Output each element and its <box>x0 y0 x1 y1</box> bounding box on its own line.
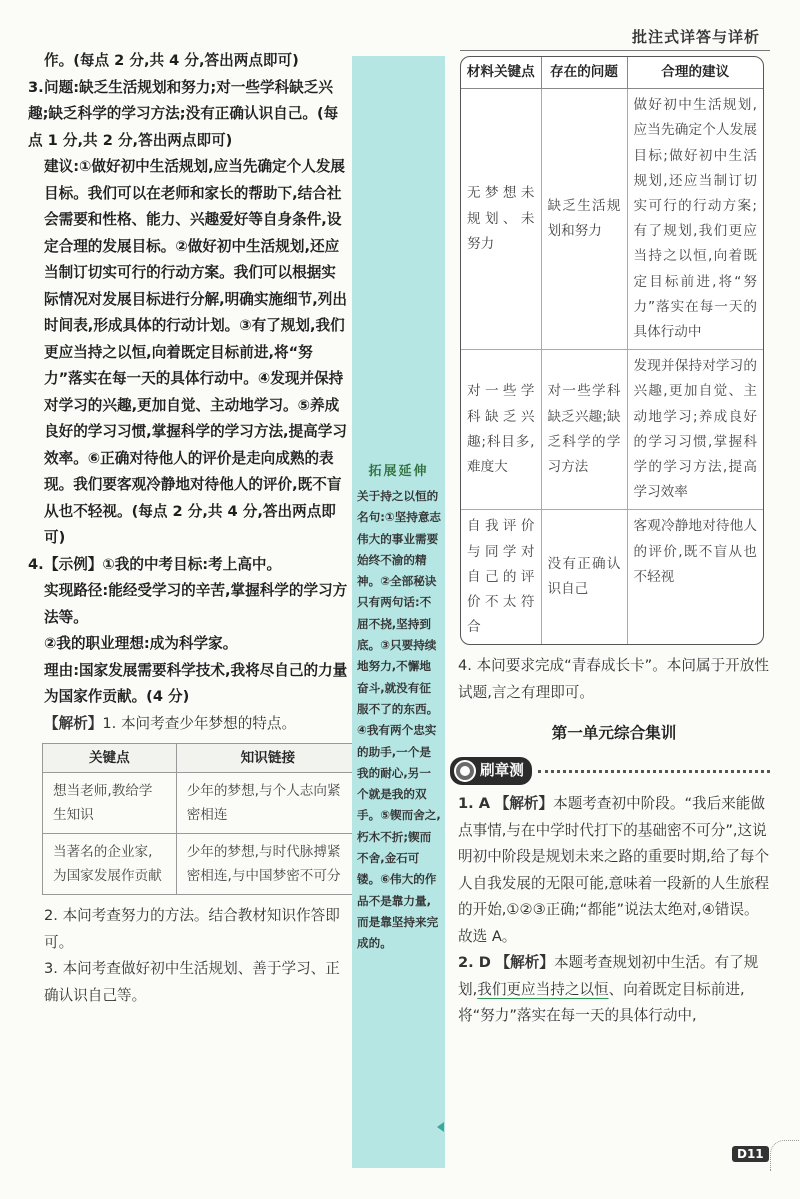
table-cell: 缺乏生活规划和努力 <box>541 89 627 350</box>
answer-1-text: 本题考查初中阶段。“我后来能做点事情,与在中学时代打下的基础密不可分”,这说明初中阶段是规划未来之路的重要时期,给了每个人自我发展的无限可能,意味着一段新的人生旅程的开始,①②③正确;“都能”说法太绝对,④错误。故选 A。 <box>458 795 770 945</box>
analysis-1 <box>28 711 350 738</box>
answer-2-text-1: 本题考查规划初中生活。有了规划, <box>458 954 759 998</box>
sidebar-title: 拓展延伸 <box>368 464 429 479</box>
table-header: 存在的问题 <box>541 57 627 89</box>
dotted-rule <box>538 770 770 773</box>
answer-2 <box>458 950 770 1030</box>
page-number: D11 <box>732 1146 769 1162</box>
note-4: 4. 本问要求完成“青春成长卡”。本问属于开放性试题,言之有理即可。 <box>458 657 769 701</box>
section-title: 第一单元综合集训 <box>551 724 677 743</box>
table-header: 关键点 <box>43 744 177 773</box>
badge-icon <box>454 760 476 782</box>
answer-2-number: 2. D <box>458 954 491 972</box>
analysis-2: 2. 本问考查努力的方法。结合教材知识作答即可。 <box>44 907 340 951</box>
material-table <box>461 57 763 644</box>
answer-2-text-2: 、向着既定目标前进,将“努力”落实在每一天的具体行动中, <box>458 980 745 1025</box>
chapter-test-badge <box>450 757 532 786</box>
table-row <box>461 350 763 510</box>
q4-example <box>28 552 350 579</box>
sidebar-arrow-icon <box>437 1122 444 1132</box>
answer-1 <box>458 791 770 950</box>
q3-number: 3. <box>28 78 44 96</box>
analysis-1-text: 1. 本问考查少年梦想的特点。 <box>102 714 297 732</box>
table-header: 知识链接 <box>176 744 359 773</box>
answer-2-underline-2: 持之以恒 <box>550 980 609 998</box>
table-cell: 客观冷静地对待他人的评价,既不盲从也不轻视 <box>627 510 763 645</box>
table-cell: 对一些学科缺乏兴趣;缺乏科学的学习方法 <box>541 350 627 510</box>
chapter-test-label: 刷章测 <box>480 761 524 779</box>
table-row <box>43 773 360 834</box>
table-cell: 发现并保持对学习的兴趣,更加自觉、主动地学习;养成良好的学习习惯,掌握科学的学习方法,提高学习效率 <box>627 350 763 510</box>
analysis-tag: 【解析】 <box>44 714 103 732</box>
analysis-3: 3. 本问考查做好初中生活规划、善于学习、正确认识自己等。 <box>44 960 340 1004</box>
q3-problem <box>28 75 350 155</box>
table-row <box>43 834 360 895</box>
table-cell: 当著名的企业家,为国家发展作贡献 <box>43 834 177 895</box>
table-cell: 对一些学科缺乏兴趣;科目多,难度大 <box>461 350 541 510</box>
table-header: 材料关键点 <box>461 57 541 89</box>
q3-suggestion: 建议:①做好初中生活规划,应当先确定个人发展目标。我们可以在老师和家长的帮助下,结合社会需要和性格、能力、兴趣爱好等自身条件,设定合理的发展目标。②做好初中生活规划,还应当制订切实可行的行动方案。我们可以根据实际情况对发展目标进行分解,明确实施细节,列出时间表,形成具体的行动计划。③有了规划,我们更应当持之以恒,向着既定目标前进,将“努力”落实在每一天的具体行动中。④发现并保持对学习的兴趣,更加自觉、主动地学习。⑤养成良好的学习习惯,掌握科学的学习方法,提高学习效率。⑥正确对待他人的评价是走向成熟的表现。我们要客观冷静地对待他人的评价,既不盲从也不轻视。(每点 2 分,共 4 分,答出两点即可) <box>44 158 347 546</box>
header-rule <box>460 50 770 51</box>
table-cell: 无梦想未规划、未努力 <box>461 89 541 350</box>
table-row <box>461 89 763 350</box>
answer-1-number: 1. A <box>458 795 491 813</box>
right-column <box>458 56 770 1030</box>
answer-1-tag: 【解析】 <box>494 795 554 813</box>
q3-problem-text: 问题:缺乏生活规划和努力;对一些学科缺乏兴趣;缺乏科学的学习方法;没有正确认识自己。(每点 1 分,共 2 分,答出两点即可) <box>28 78 339 149</box>
table-header: 合理的建议 <box>627 57 763 89</box>
table-cell: 没有正确认识自己 <box>541 510 627 645</box>
q4-example-text: 【示例】①我的中考目标:考上高中。 <box>44 555 282 573</box>
sidebar-text: 关于持之以恒的名句:①坚持意志伟大的事业需要始终不渝的精神。②全部秘诀只有两句话:不屈不挠,坚持到底。③只要持续地努力,不懈地奋斗,就没有征服不了的东西。④我有两个忠实的助手,一个是我的耐心,另一个就是我的双手。⑤锲而舍之,朽木不折;锲而不舍,金石可镂。⑥伟大的作品不是靠力量,而是靠坚持来完成的。 <box>357 489 442 951</box>
intro-line: 作。(每点 2 分,共 4 分,答出两点即可) <box>44 52 299 69</box>
table-cell: 做好初中生活规划,应当先确定个人发展目标;做好初中生活规划,还应当制订切实可行的行动方案;有了规划,我们更应当持之以恒,向着既定目标前进,将“努力”落实在每一天的具体行动中 <box>627 89 763 350</box>
answer-2-underline-1: 我们更应当 <box>477 980 551 998</box>
material-table-frame <box>460 56 764 645</box>
table-cell: 自我评价与同学对自己的评价不太符合 <box>461 510 541 645</box>
corner-decoration <box>770 1140 800 1171</box>
table-cell: 想当老师,教给学生知识 <box>43 773 177 834</box>
answer-2-tag: 【解析】 <box>495 954 554 972</box>
q4-path: 实现路径:能经受学习的辛苦,掌握科学的学习方法等。 <box>44 582 348 626</box>
table-row <box>461 510 763 645</box>
keypoint-table <box>42 743 360 895</box>
q4-number: 4. <box>28 555 44 573</box>
table-cell: 少年的梦想,与个人志向紧密相连 <box>176 773 359 834</box>
q4-ideal: ②我的职业理想:成为科学家。 <box>44 635 238 652</box>
left-column <box>28 48 350 1009</box>
chapter-test-banner <box>450 757 770 786</box>
q4-reason: 理由:国家发展需要科学技术,我将尽自己的力量为国家作贡献。(4 分) <box>44 661 348 705</box>
page-header-title: 批注式详答与详析 <box>631 28 760 46</box>
table-cell: 少年的梦想,与时代脉搏紧密相连,与中国梦密不可分 <box>176 834 359 895</box>
